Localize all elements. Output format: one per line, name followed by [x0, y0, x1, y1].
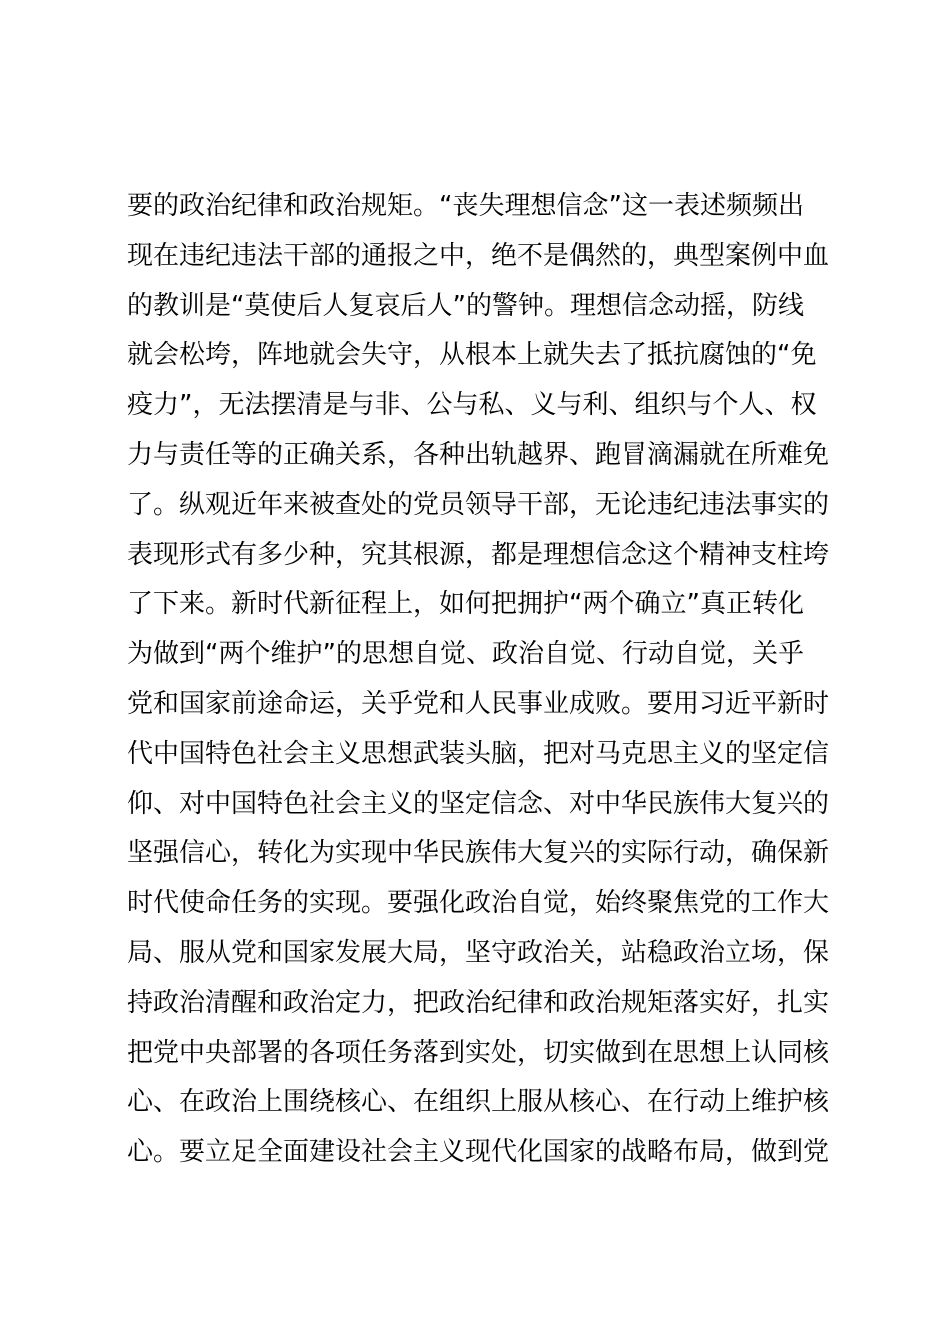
- text-line: 心。要立足全面建设社会主义现代化国家的战略布局，做到党: [127, 1137, 830, 1168]
- text-line: 代中国特色社会主义思想武装头脑，把对马克思主义的坚定信: [127, 738, 830, 769]
- text-line: 了。纵观近年来被查处的党员领导干部，无论违纪违法事实的: [127, 489, 830, 520]
- text-line: 时代使命任务的实现。要强化政治自觉，始终聚焦党的工作大: [127, 888, 830, 919]
- text-line: 把党中央部署的各项任务落到实处，切实做到在思想上认同核: [127, 1037, 830, 1068]
- text-line: 要的政治纪律和政治规矩。“丧失理想信念”这一表述频频出: [127, 191, 804, 221]
- text-line: 的教训是“莫使后人复哀后人”的警钟。理想信念动摇，防线: [127, 290, 804, 321]
- text-line: 了下来。新时代新征程上，如何把拥护“两个确立”真正转化: [127, 589, 804, 620]
- text-line: 力与责任等的正确关系，各种出轨越界、跑冒滴漏就在所难免: [127, 439, 830, 470]
- text-line: 持政治清醒和政治定力，把政治纪律和政治规矩落实好，扎实: [127, 987, 830, 1018]
- text-line: 党和国家前途命运，关乎党和人民事业成败。要用习近平新时: [127, 688, 830, 719]
- text-line: 疫力”，无法摆清是与非、公与私、义与利、组织与个人、权: [127, 390, 817, 421]
- text-line: 坚强信心，转化为实现中华民族伟大复兴的实际行动，确保新: [127, 838, 830, 869]
- text-line: 局、服从党和国家发展大局，坚守政治关，站稳政治立场，保: [127, 937, 830, 968]
- text-line: 为做到“两个维护”的思想自觉、政治自觉、行动自觉，关乎: [127, 639, 804, 670]
- text-line: 就会松垮，阵地就会失守，从根本上就失去了抵抗腐蚀的“免: [127, 340, 817, 371]
- body-text: [127, 182, 837, 1178]
- text-line: 心、在政治上围绕核心、在组织上服从核心、在行动上维护核: [127, 1087, 830, 1118]
- text-line: 表现形式有多少种，究其根源，都是理想信念这个精神支柱垮: [127, 539, 830, 570]
- text-line: 仰、对中国特色社会主义的坚定信念、对中华民族伟大复兴的: [127, 788, 830, 819]
- text-line: 现在违纪违法干部的通报之中，绝不是偶然的，典型案例中血: [127, 240, 830, 271]
